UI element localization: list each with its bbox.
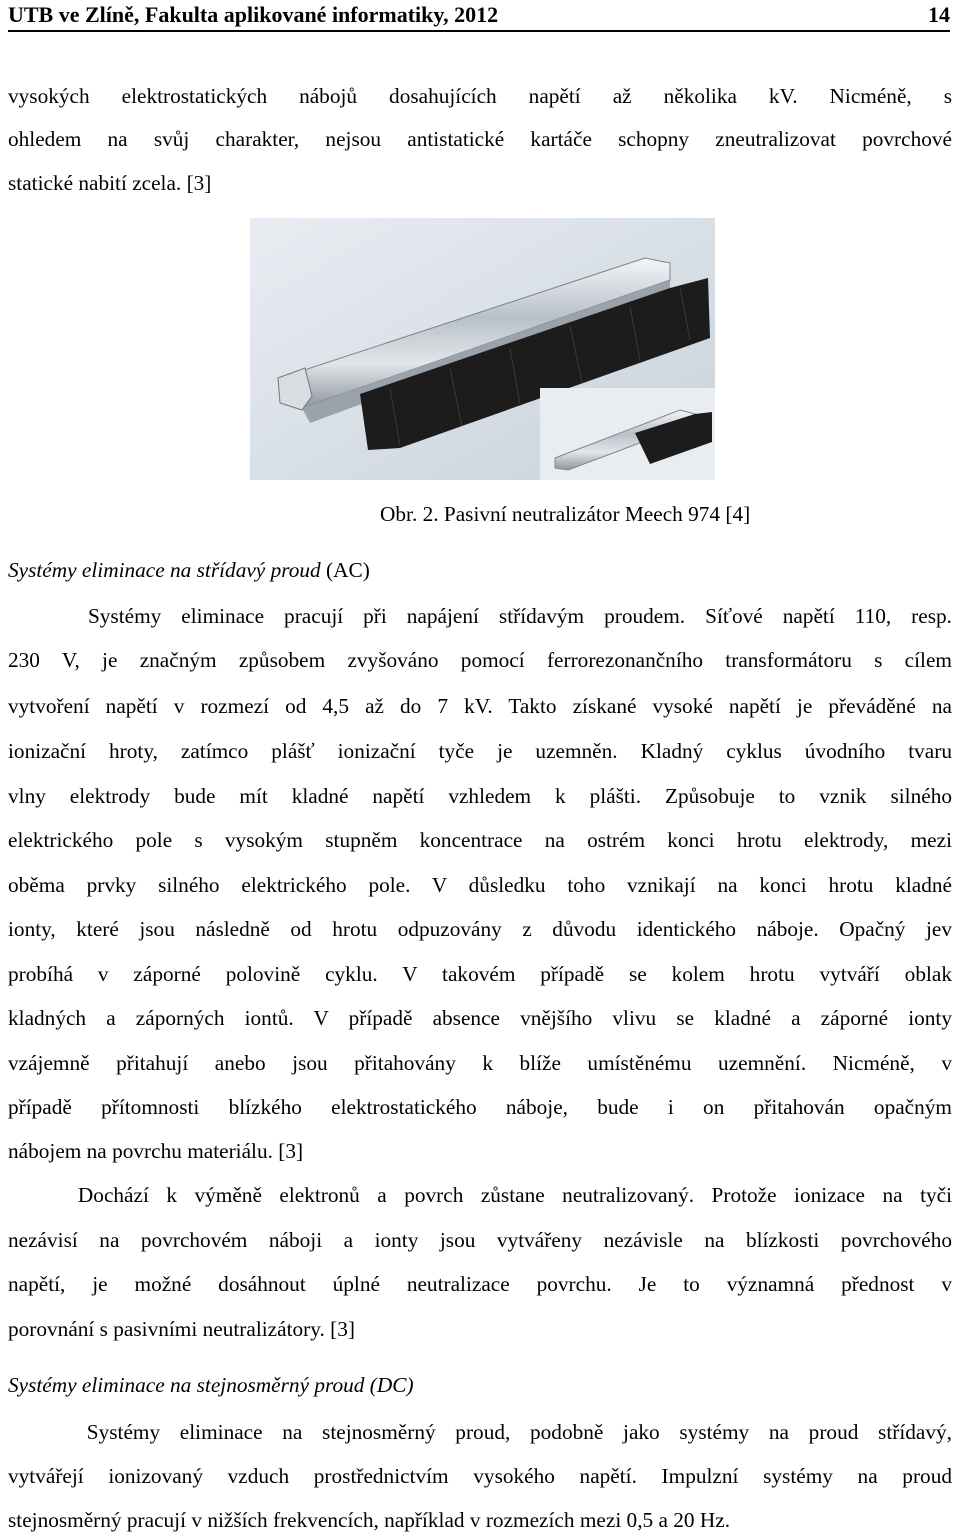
paragraph-line: porovnání s pasivními neutralizátory. [3] — [8, 1317, 355, 1341]
paragraph-line: vlny elektrody bude mít kladné napětí vzhledem k plášti. Způsobuje to vznik silného — [8, 784, 952, 808]
paragraph-line: Dochází k výměně elektronů a povrch zůstane neutralizovaný. Protože ionizace na tyči — [8, 1183, 952, 1207]
section-heading-dc — [8, 1373, 414, 1398]
paragraph-line: vytvoření napětí v rozmezí od 4,5 až do 7 kV. Takto získané vysoké napětí je převáděné na — [8, 694, 952, 718]
heading-italic: Systémy eliminace na stejnosměrný proud (DC) — [8, 1373, 414, 1397]
header-title: UTB ve Zlíně, Fakulta aplikované informatiky, 2012 — [8, 2, 499, 27]
paragraph-line: Systémy eliminace na stejnosměrný proud, podobně jako systémy na proud střídavý, — [8, 1420, 952, 1444]
figure-caption: Obr. 2. Pasivní neutralizátor Meech 974 [4] — [380, 502, 751, 526]
heading-suffix: (AC) — [320, 558, 370, 582]
paragraph-line: vysokých elektrostatických nábojů dosahujících napětí až několika kV. Nicméně, s — [8, 84, 952, 108]
paragraph-line: ohledem na svůj charakter, nejsou antistatické kartáče schopny zneutralizovat povrchové — [8, 127, 952, 151]
paragraph-line: statické nabití zcela. [3] — [8, 171, 212, 195]
page-header — [8, 0, 950, 32]
section-heading-ac — [8, 558, 370, 583]
paragraph-line: ionty, které jsou následně od hrotu odpuzovány z důvodu identického náboje. Opačný jev — [8, 917, 952, 941]
figure-photo — [250, 218, 715, 480]
paragraph-line: nezávisí na povrchovém náboji a ionty jsou vytvářeny nezávisle na blízkosti povrchového — [8, 1228, 952, 1252]
paragraph-line: případě přítomnosti blízkého elektrostatického náboje, bude i on přitahován opačným — [8, 1095, 952, 1119]
paragraph-line: nábojem na povrchu materiálu. [3] — [8, 1139, 304, 1163]
paragraph-line: 230 V, je značným způsobem zvyšováno pomocí ferrorezonančního transformátoru s cílem — [8, 648, 952, 672]
paragraph-line: ionizační hroty, zatímco plášť ionizační tyče je uzemněn. Kladný cyklus úvodního tvaru — [8, 739, 952, 763]
heading-italic: Systémy eliminace na střídavý proud — [8, 558, 321, 582]
static-brush-neutralizer-photo-icon — [250, 218, 715, 480]
paragraph-line: napětí, je možné dosáhnout úplné neutralizace povrchu. Je to významná přednost v — [8, 1272, 952, 1296]
paragraph-line: Systémy eliminace pracují při napájení střídavým proudem. Síťové napětí 110, resp. — [8, 604, 952, 628]
paragraph-line: probíhá v záporné polovině cyklu. V takovém případě se kolem hrotu vytváří oblak — [8, 962, 952, 986]
paragraph-line: vzájemně přitahují anebo jsou přitahovány k blíže umístěnému uzemnění. Nicméně, v — [8, 1051, 952, 1075]
paragraph-line: stejnosměrný pracují v nižších frekvencích, například v rozmezích mezi 0,5 a 20 Hz. — [8, 1508, 731, 1532]
paragraph-line: kladných a záporných iontů. V případě absence vnějšího vlivu se kladné a záporné ionty — [8, 1006, 952, 1030]
paragraph-line: vytvářejí ionizovaný vzduch prostřednictvím vysokého napětí. Impulzní systémy na proud — [8, 1464, 952, 1488]
paragraph-line: oběma prvky silného elektrického pole. V důsledku toho vznikají na konci hrotu kladné — [8, 873, 952, 897]
paragraph-line: elektrického pole s vysokým stupněm koncentrace na ostrém konci hrotu elektrody, mezi — [8, 828, 952, 852]
page-number: 14 — [928, 2, 950, 27]
